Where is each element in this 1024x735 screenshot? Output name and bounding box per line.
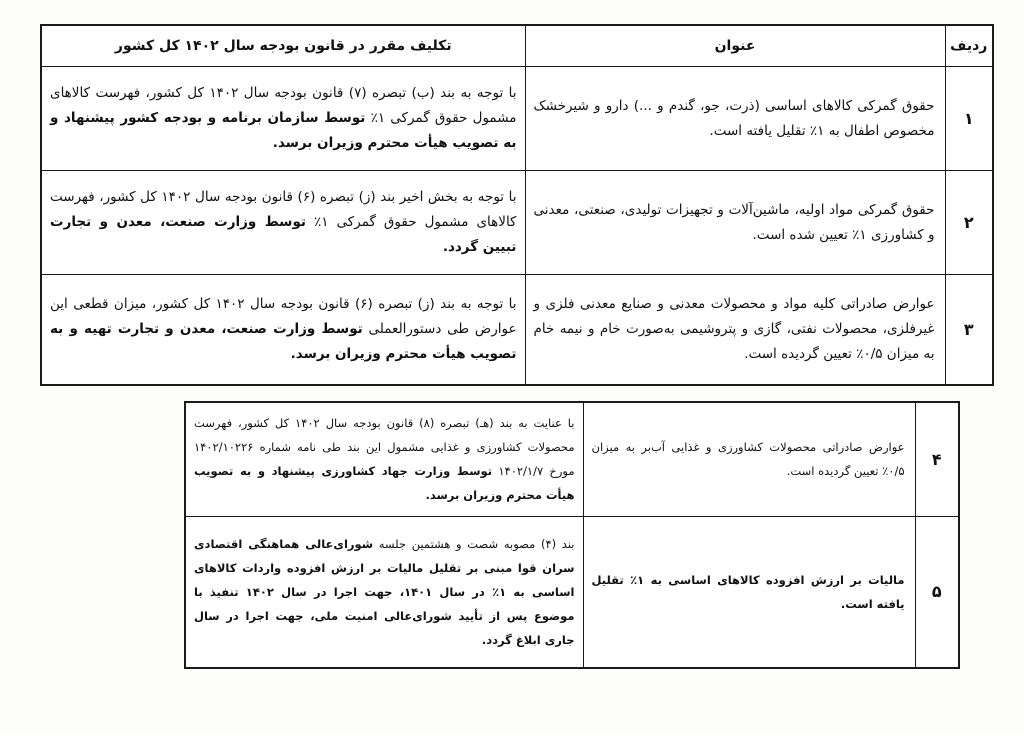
header-row <box>41 25 993 67</box>
law-text-bold: توسط وزارت صنعت، معدن و تجارت تبیین گردد. <box>50 214 517 255</box>
table-row <box>41 171 993 275</box>
row-number: ۱ <box>945 67 993 171</box>
header-title: عنوان <box>525 25 945 67</box>
row-title: حقوق گمرکی مواد اولیه، ماشین‌آلات و تجهیزات تولیدی، صنعتی، معدنی و کشاورزی ۱٪ تعیین شده است. <box>525 171 945 275</box>
row-title: حقوق گمرکی کالاهای اساسی (ذرت، جو، گندم و ...) دارو و شیرخشک مخصوص اطفال به ۱٪ تقلیل یافته است. <box>525 67 945 171</box>
table-row <box>185 516 959 668</box>
header-row-number: ردیف <box>945 25 993 67</box>
row-title: مالیات بر ارزش افزوده کالاهای اساسی به ۱٪ تقلیل یافته است. <box>583 516 915 668</box>
law-text-bold: شورای‌عالی هماهنگی اقتصادی سران قوا مبنی بر تقلیل مالیات بر ارزش افزوده واردات کالاهای اساسی به ۱٪ در سال ۱۴۰۱، جهت اجرا در سال ۱۴۰۲ تنفیذ با موضوع پس از تأیید شورای‌عالی امنیت ملی، جهت اجرا در سال جاری ابلاغ گردد. <box>194 536 575 647</box>
table-row <box>185 402 959 516</box>
table-row <box>41 275 993 385</box>
budget-table-part-1 <box>40 24 994 386</box>
row-number: ۴ <box>915 402 959 516</box>
law-text: با توجه به بند (ب) تبصره (۷) قانون بودجه سال ۱۴۰۲ کل کشور، فهرست کالاهای مشمول حقوق گمرکی ۱٪ <box>50 85 517 126</box>
row-law <box>185 516 583 668</box>
law-text: با عنایت به بند (هـ) تبصره (۸) قانون بودجه سال ۱۴۰۲ کل کشور، فهرست محصولات کشاورزی و غذایی مشمول این بند طی نامه شماره ۱۴۰۲/۱۰۲۲۶ مورخ ۱۴۰۲/۱/۷ <box>194 416 575 479</box>
law-text-bold: توسط سازمان برنامه و بودجه کشور پیشنهاد و به تصویب هیأت محترم وزیران برسد. <box>50 110 517 151</box>
law-text: با توجه به بند (ز) تبصره (۶) قانون بودجه سال ۱۴۰۲ کل کشور، میزان قطعی این عوارض طی دستورالعملی <box>50 295 517 337</box>
budget-table-part-2 <box>184 401 960 669</box>
row-law <box>41 67 525 171</box>
row-number: ۳ <box>945 275 993 385</box>
row-law <box>41 171 525 275</box>
row-law <box>41 275 525 385</box>
law-text: با توجه به بخش اخیر بند (ز) تبصره (۶) قانون بودجه سال ۱۴۰۲ کل کشور، فهرست کالاهای مشمول حقوق گمرکی ۱٪ <box>50 189 517 230</box>
row-number: ۵ <box>915 516 959 668</box>
law-text: بند (۴) مصوبه شصت و هشتمین جلسه <box>378 536 575 551</box>
law-text-bold: توسط وزارت صنعت، معدن و تجارت تهیه و به تصویب هیأت محترم وزیران برسد. <box>50 320 517 362</box>
law-text-bold: توسط وزارت جهاد کشاورزی پیشنهاد و به تصویب هیأت محترم وزیران برسد. <box>194 464 575 503</box>
table-row <box>41 67 993 171</box>
row-law <box>185 402 583 516</box>
header-law: تکلیف مقرر در قانون بودجه سال ۱۴۰۲ کل کشور <box>41 25 525 67</box>
row-number: ۲ <box>945 171 993 275</box>
row-title: عوارض صادراتی محصولات کشاورزی و غذایی آب‌بر به میزان ۰/۵٪ تعیین گردیده است. <box>583 402 915 516</box>
row-title: عوارض صادراتی کلیه مواد و محصولات معدنی و صنایع معدنی فلزی و غیرفلزی، محصولات نفتی، گازی و پتروشیمی به‌صورت خام و نیمه خام به میزان ۰/۵٪ تعیین گردیده است. <box>525 275 945 385</box>
